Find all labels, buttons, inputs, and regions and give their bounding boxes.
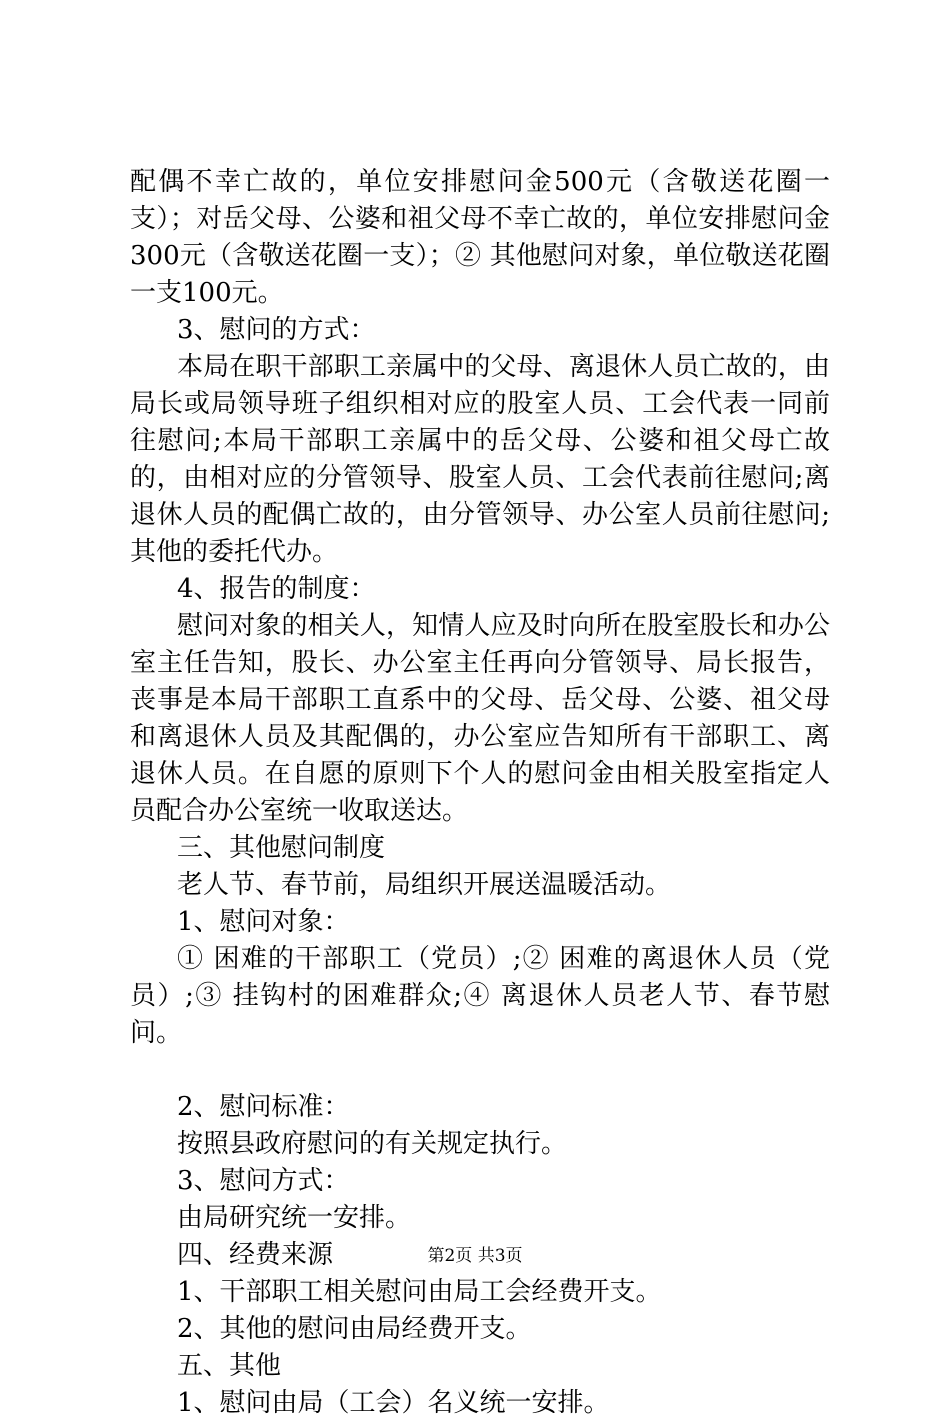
paragraph-funding-union: 1、干部职工相关慰问由局工会经费开支。 <box>177 1277 662 1307</box>
paragraph-warmth-activity: 老人节、春节前，局组织开展送温暖活动。 <box>177 870 672 900</box>
paragraph-condolence-standard: 按照县政府慰问的有关规定执行。 <box>177 1129 568 1159</box>
heading-funding-source: 四、经费来源 <box>177 1240 334 1270</box>
heading-reporting-system: 4、报告的制度： <box>177 574 376 604</box>
page-footer: 第2页 共3页 <box>427 1246 523 1266</box>
paragraph-reporting-system: 慰问对象的相关人，知情人应及时向所在股室股长和办公室主任告知，股长、办公室主任再向分管领导、局长报告，丧事是本局干部职工直系中的父母、岳父母、公婆、祖父母和离退休人员及其配偶的，办公室应告知所有干部职工、离退休人员。在自愿的原则下个人的慰问金由相关股室指定人员配合办公室统一收取送达。 <box>130 611 830 826</box>
paragraph-condolence-method: 本局在职干部职工亲属中的父母、离退休人员亡故的，由局长或局领导班子组织相对应的股室人员、工会代表一同前往慰问;本局干部职工亲属中的岳父母、公婆和祖父母亡故的，由相对应的分管领导、股室人员、工会代表前往慰问;离退休人员的配偶亡故的，由分管领导、办公室人员前往慰问;其他的委托代办。 <box>130 352 830 567</box>
heading-condolence-targets: 1、慰问对象： <box>177 907 350 937</box>
heading-other: 五、其他 <box>177 1351 282 1381</box>
document-body <box>130 164 830 1422</box>
paragraph-funding-bureau: 2、其他的慰问由局经费开支。 <box>177 1314 532 1344</box>
heading-condolence-way: 3、慰问方式： <box>177 1166 350 1196</box>
blank-line <box>130 1052 830 1089</box>
heading-condolence-method: 3、慰问的方式： <box>177 315 376 345</box>
paragraph-condolence-way: 由局研究统一安排。 <box>177 1203 412 1233</box>
paragraph-other-arrangement: 1、慰问由局（工会）名义统一安排。 <box>177 1388 610 1418</box>
heading-other-condolence-system: 三、其他慰问制度 <box>177 833 386 863</box>
paragraph-condolence-targets: ① 困难的干部职工（党员）;② 困难的离退休人员（党员）;③ 挂钩村的困难群众;④ 离退休人员老人节、春节慰问。 <box>130 944 830 1048</box>
heading-condolence-standard: 2、慰问标准： <box>177 1092 350 1122</box>
paragraph-condolence-amounts: 配偶不幸亡故的，单位安排慰问金500元（含敬送花圈一支）；对岳父母、公婆和祖父母不幸亡故的，单位安排慰问金300元（含敬送花圈一支）；② 其他慰问对象，单位敬送花圈一支100元。 <box>130 167 830 308</box>
